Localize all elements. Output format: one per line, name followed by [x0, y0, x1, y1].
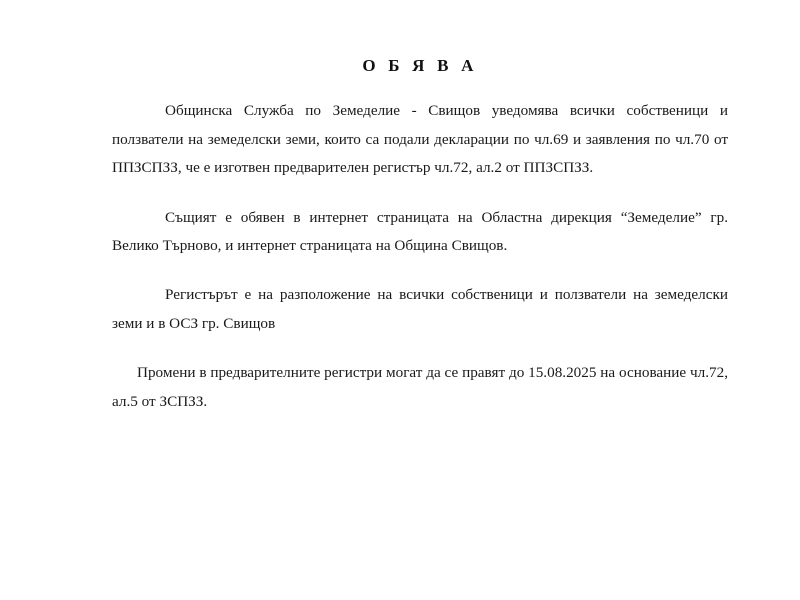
paragraph-register-availability: Регистърът е на разположение на всички собственици и ползватели на земеделски земи и в ОСЗ гр. Свищов	[112, 286, 728, 332]
paragraph-amendment-deadline: Промени в предварителните регистри могат да се правят до 15.08.2025 на основание чл.72, ал.5 от ЗСПЗЗ.	[112, 364, 728, 410]
document-body	[112, 97, 728, 416]
paragraph-publication-locations: Същият е обявен в интернет страницата на Областна дирекция “Земеделие” гр. Велико Търново, и интернет страницата на Община Свищов.	[112, 208, 728, 255]
paragraph-notice-intro: Общинска Служба по Земеделие - Свищов уведомява всички собственици и ползватели на земеделски земи, които са подали декларации по чл.69 и заявления по чл.70 от ППЗСПЗЗ, че е изготвен предварителен регистър чл.72, ал.2 от ППЗСПЗЗ.	[112, 102, 728, 177]
page-title: О Б Я В А	[362, 56, 478, 75]
document-content	[112, 0, 728, 416]
